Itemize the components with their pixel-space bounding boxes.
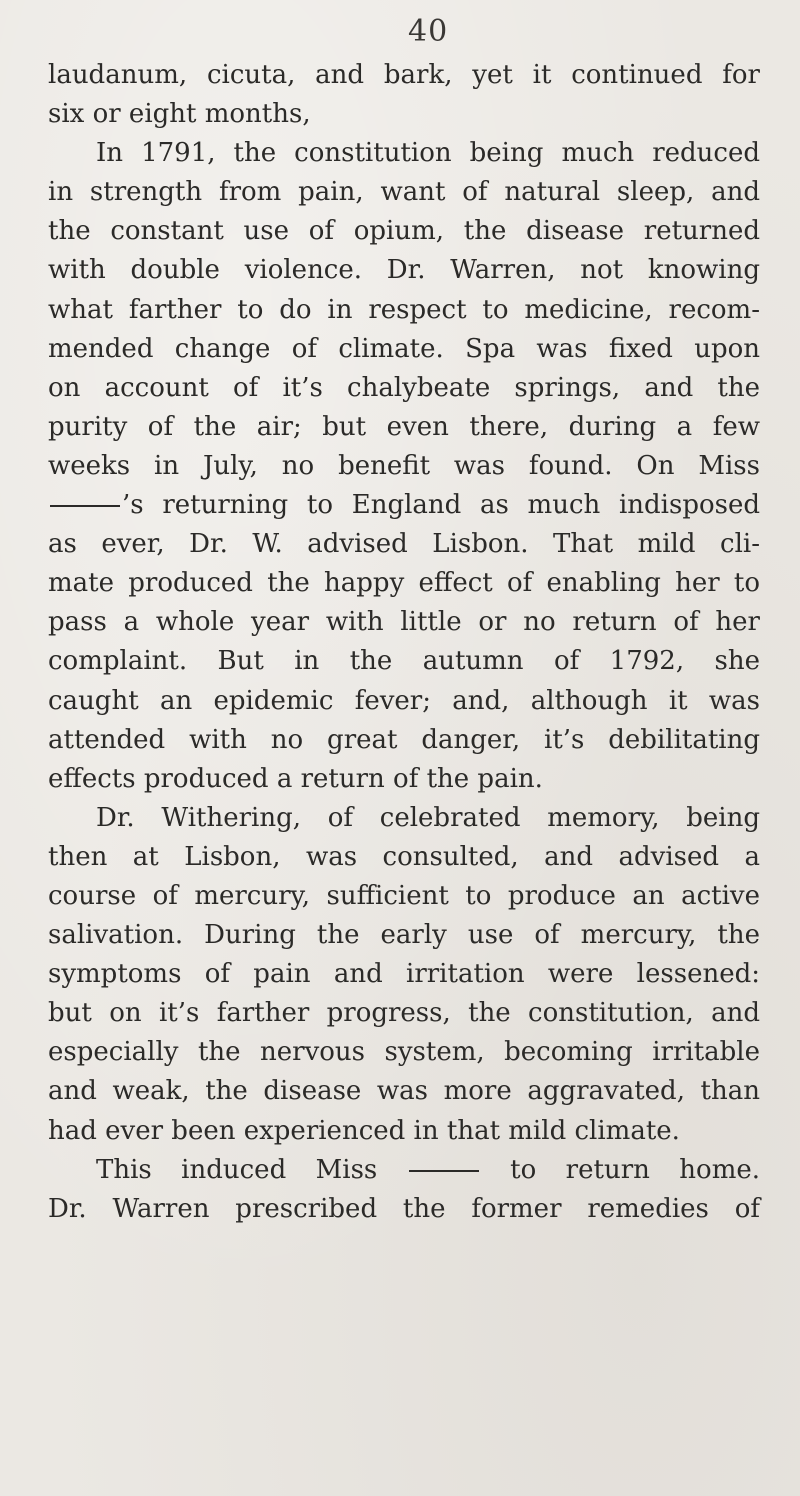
- text-line: salivation. During the early use of mercury, the: [48, 920, 760, 951]
- text-line: attended with no great danger, it’s debilitating: [48, 724, 760, 755]
- body-text: [48, 56, 760, 1229]
- text-line: as ever, Dr. W. advised Lisbon. That mild cli-: [48, 529, 760, 560]
- text-line: in strength from pain, want of natural sleep, and: [48, 177, 760, 208]
- text-line: then at Lisbon, was consulted, and advised a: [48, 841, 760, 872]
- text-line: effects produced a return of the pain.: [48, 763, 543, 794]
- text-line: six or eight months,: [48, 99, 311, 130]
- text-line-content: to return home.: [510, 1154, 761, 1185]
- paragraph-start-line-with-name-dash: [48, 1151, 760, 1190]
- text-line: but on it’s farther progress, the constitution, and: [48, 998, 760, 1029]
- text-line: complaint. But in the autumn of 1792, she: [48, 646, 760, 677]
- text-line: Dr. Warren prescribed the former remedies of: [48, 1193, 760, 1224]
- text-line: and weak, the disease was more aggravated, than: [48, 1076, 760, 1107]
- text-line-content: This induced Miss: [96, 1154, 378, 1185]
- text-line: pass a whole year with little or no return of her: [48, 607, 760, 638]
- text-line: symptoms of pain and irritation were lessened:: [48, 959, 760, 990]
- text-line: weeks in July, no benefit was found. On Miss: [48, 450, 760, 481]
- redacted-name-dash: [50, 505, 120, 507]
- text-line-content: ’s returning to England as much indisposed: [122, 490, 760, 521]
- text-line: had ever been experienced in that mild climate.: [48, 1115, 680, 1146]
- text-line: the constant use of opium, the disease returned: [48, 216, 760, 247]
- text-line-with-name-dash: [48, 486, 760, 525]
- text-line: on account of it’s chalybeate springs, and the: [48, 372, 760, 403]
- text-line: mended change of climate. Spa was fixed upon: [48, 333, 760, 364]
- paragraph-start-line: Dr. Withering, of celebrated memory, being: [96, 802, 760, 833]
- page-number: 40: [408, 14, 449, 49]
- text-line: with double violence. Dr. Warren, not knowing: [48, 255, 760, 286]
- text-line: laudanum, cicuta, and bark, yet it continued for: [48, 60, 760, 90]
- text-line: purity of the air; but even there, during a few: [48, 411, 760, 442]
- redacted-name-dash: [409, 1170, 479, 1172]
- paragraph-start-line: In 1791, the constitution being much reduced: [96, 138, 760, 169]
- text-line: especially the nervous system, becoming irritable: [48, 1037, 760, 1068]
- text-line: what farther to do in respect to medicine, recom-: [48, 294, 760, 325]
- text-line: caught an epidemic fever; and, although it was: [48, 685, 760, 716]
- text-line: mate produced the happy effect of enabling her to: [48, 568, 760, 599]
- text-line: course of mercury, sufficient to produce an active: [48, 880, 760, 911]
